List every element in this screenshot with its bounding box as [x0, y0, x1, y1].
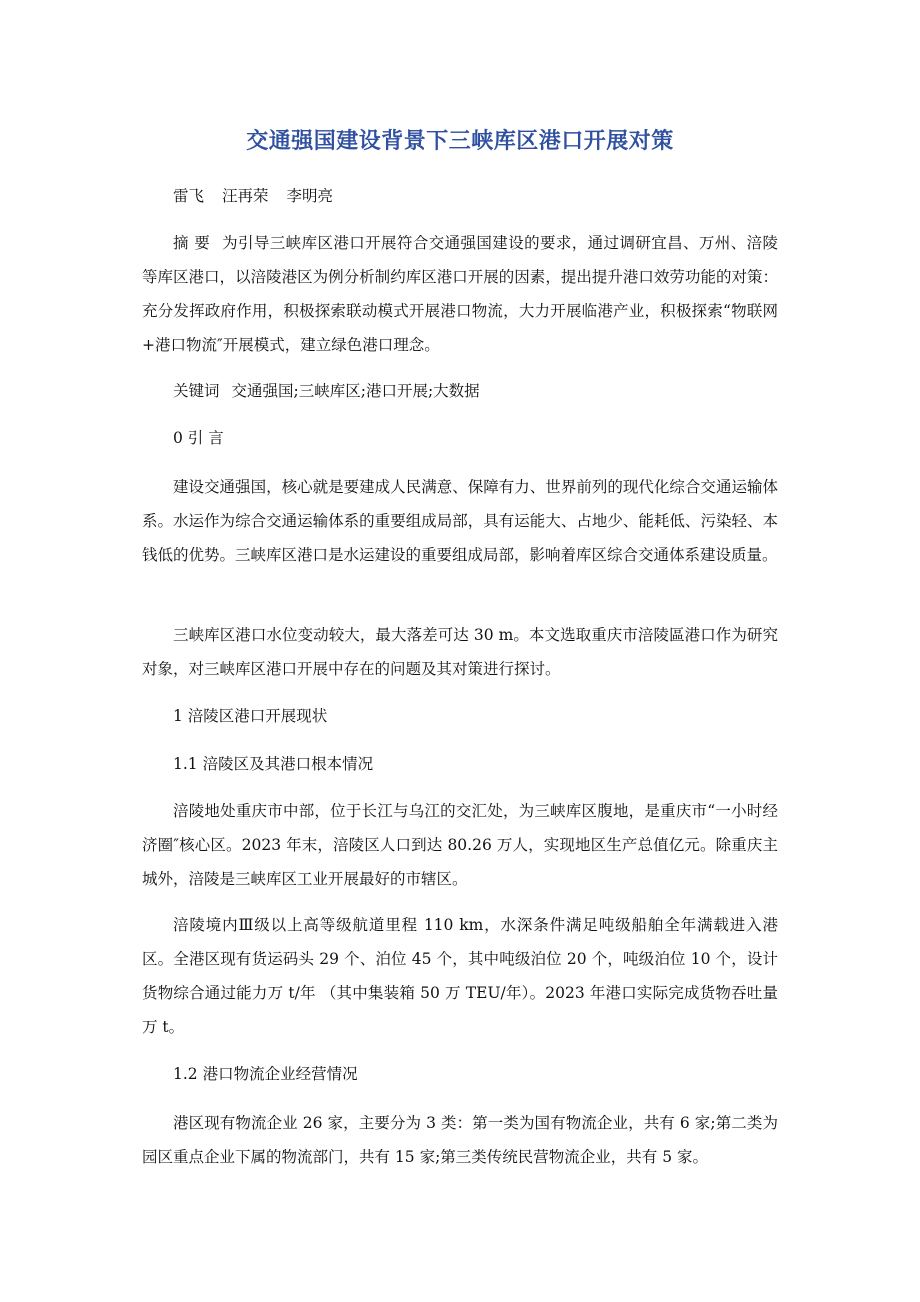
abstract-label: 摘 要: [173, 234, 211, 252]
paragraph-1-1-1: 涪陵地处重庆市中部，位于长江与乌江的交汇处，为三峡库区腹地，是重庆市“一小时经济圈″核心区。2023 年末，涪陵区人口到达 80.26 万人，实现地区生产总值亿元。除重庆主城外，涪陵是三峡库区工业开展最好的市辖区。: [142, 802, 778, 888]
paragraph-1-2-1: 港区现有物流企业 26 家，主要分为 3 类：第一类为国有物流企业，共有 6 家;第二类为园区重点企业下属的物流部门，共有 15 家;第三类传统民营物流企业，共有 5 家。: [142, 1114, 778, 1166]
keywords: [142, 374, 778, 408]
paragraph-intro-2: 三峡库区港口水位变动较大，最大落差可达 30 m。本文选取重庆市涪陵區港口作为研究对象，对三峡库区港口开展中存在的问题及其对策进行探讨。: [142, 626, 778, 678]
author-name: 李明亮: [286, 187, 334, 205]
section-heading-intro: 0 引 言: [173, 429, 224, 447]
section-heading-1-1: 1.1 涪陵区及其港口根本情况: [173, 755, 374, 773]
keywords-text: 交通强国;三峡库区;港口开展;大数据: [231, 382, 480, 400]
keywords-label: 关键词: [173, 382, 220, 400]
abstract: [142, 226, 778, 362]
abstract-text: 为引导三峡库区港口开展符合交通强国建设的要求，通过调研宜昌、万州、涪陵等库区港口，以涪陵港区为例分析制约库区港口开展的因素，提出提升港口效劳功能的对策：充分发挥政府作用，积极探索联动模式开展港口物流，大力开展临港产业，积极探索“物联网+港口物流″开展模式，建立绿色港口理念。: [142, 234, 778, 354]
section-heading-1-2: 1.2 港口物流企业经营情况: [173, 1065, 358, 1083]
paper-title: 交通强国建设背景下三峡库区港口开展对策: [246, 129, 674, 154]
author-name: 汪再荣: [222, 187, 269, 205]
section-heading-1: 1 涪陵区港口开展现状: [173, 707, 328, 725]
author-name: 雷飞: [173, 187, 205, 205]
paragraph-intro-1: 建设交通强国，核心就是要建成人民满意、保障有力、世界前列的现代化综合交通运输体系。水运作为综合交通运输体系的重要组成局部，具有运能大、占地少、能耗低、污染轻、本钱低的优势。三峡库区港口是水运建设的重要组成局部，影响着库区综合交通体系建设质量。: [142, 478, 778, 564]
paragraph-1-1-2: 涪陵境内Ⅲ级以上高等级航道里程 110 km，水深条件满足吨级船舶全年满载进入港区。全港区现有货运码头 29 个、泊位 45 个，其中吨级泊位 20 个，吨级泊位 10 个，设计货物综合通过能力万 t/年 （其中集装箱 50 万 TEU/年）。2023 年港口实际完成货物吞吐量万 t。: [142, 916, 778, 1036]
author-list: [173, 180, 351, 212]
